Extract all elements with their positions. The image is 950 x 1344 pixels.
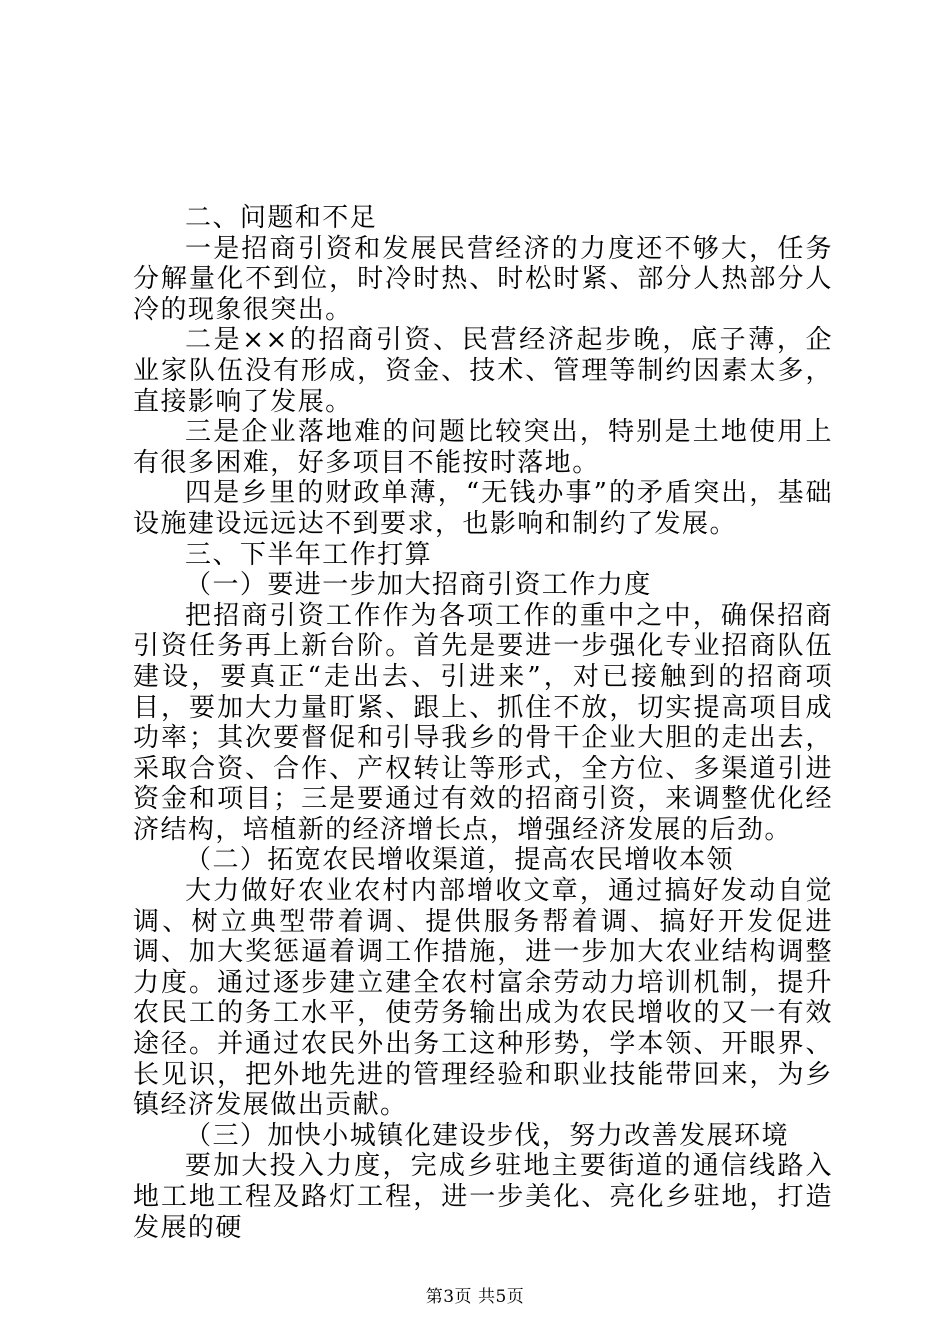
subsection-heading: （一）要进一步加大招商引资工作力度	[185, 570, 652, 601]
paragraph: 三是企业落地难的问题比较突出，特别是土地使用上有很多困难，好多项目不能按时落地。	[133, 417, 833, 478]
paragraph: 要加大投入力度，完成乡驻地主要街道的通信线路入地工地工程及路灯工程，进一步美化、亮化乡驻地，打造发展的硬	[133, 1151, 833, 1243]
page-footer: 第3页 共5页	[425, 1287, 525, 1307]
section-heading-problems: 二、问题和不足	[185, 203, 378, 233]
subsection-heading: （三）加快小城镇化建设步伐，努力改善发展环境	[185, 1120, 789, 1151]
paragraph: 四是乡里的财政单薄，“无钱办事”的矛盾突出，基础设施建设远远达不到要求，也影响和制约了发展。	[133, 478, 833, 539]
subsection-heading: （二）拓宽农民增收渠道，提高农民增收本领	[185, 845, 735, 876]
document-body	[133, 203, 833, 1243]
paragraph: 二是××的招商引资、民营经济起步晚，底子薄，企业家队伍没有形成，资金、技术、管理等制约因素太多，直接影响了发展。	[133, 325, 833, 417]
paragraph: 一是招商引资和发展民营经济的力度还不够大，任务分解量化不到位，时冷时热、时松时紧、部分人热部分人冷的现象很突出。	[133, 233, 833, 325]
paragraph: 大力做好农业农村内部增收文章，通过搞好发动自觉调、树立典型带着调、提供服务帮着调、搞好开发促进调、加大奖惩逼着调工作措施，进一步加大农业结构调整力度。通过逐步建立建全农村富余劳动力培训机制，提升农民工的务工水平，使劳务输出成为农民增收的又一有效途径。并通过农民外出务工这种形势，学本领、开眼界、长见识，把外地先进的管理经验和职业技能带回来，为乡镇经济发展做出贡献。	[133, 876, 833, 1121]
section-heading-plans: 三、下半年工作打算	[185, 539, 433, 570]
paragraph: 把招商引资工作作为各项工作的重中之中，确保招商引资任务再上新台阶。首先是要进一步强化专业招商队伍建设，要真正“走出去、引进来”，对已接触到的招商项目，要加大力量盯紧、跟上、抓住不放，切实提高项目成功率；其次要督促和引导我乡的骨干企业大胆的走出去，采取合资、合作、产权转让等形式，全方位、多渠道引进资金和项目；三是要通过有效的招商引资，来调整优化经济结构，培植新的经济增长点，增强经济发展的后劲。	[133, 600, 833, 845]
